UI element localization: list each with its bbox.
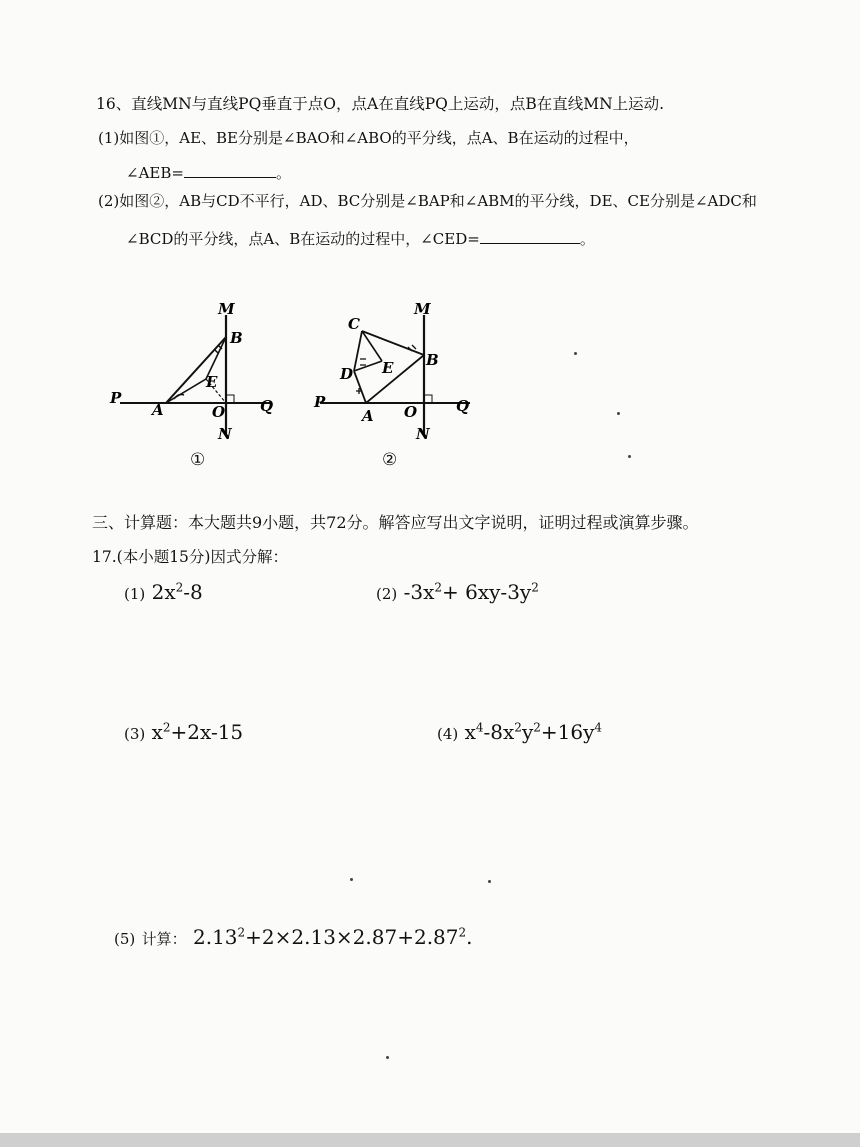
segment-ad xyxy=(354,371,366,403)
q17-problem-1: (1) $2x^2-8$ xyxy=(124,580,203,604)
q16-part1-answer-blank xyxy=(184,163,276,178)
page-bottom-edge xyxy=(0,1133,860,1147)
segment-de xyxy=(354,361,382,371)
figure-1 xyxy=(110,295,290,475)
point-label-q: Q xyxy=(456,397,470,415)
point-label-q: Q xyxy=(260,397,274,415)
scan-speck xyxy=(628,455,631,458)
figure-2-diagram xyxy=(310,295,490,475)
scan-speck xyxy=(574,352,577,355)
right-angle-mark xyxy=(424,395,432,403)
q16-part2-text-cont: ∠BCD的平分线，点A、B在运动的过程中，∠CED= xyxy=(126,230,480,248)
point-label-b: B xyxy=(426,351,439,369)
q16-part1-text: (1)如图①，AE、BE分别是∠BAO和∠ABO的平分线，点A、B在运动的过程中， xyxy=(98,129,639,147)
q16-part1-answer-prefix: ∠AEB= xyxy=(126,164,184,182)
point-label-p: P xyxy=(110,389,122,407)
scan-speck xyxy=(386,1056,389,1059)
point-label-b: B xyxy=(230,329,243,347)
point-label-o: O xyxy=(212,403,226,421)
scan-speck xyxy=(350,878,353,881)
figure-2 xyxy=(310,295,490,475)
point-label-n: N xyxy=(218,425,232,443)
q16-part2-answer-line xyxy=(126,228,595,249)
scan-speck xyxy=(488,880,491,883)
segment-ab xyxy=(366,355,424,403)
q17-problem-3: (3) $x^2+2x-15$ xyxy=(124,720,244,744)
q16-part2-answer-blank xyxy=(480,229,580,244)
angle-mark-d xyxy=(360,359,366,365)
point-label-m: M xyxy=(414,300,431,318)
point-label-m: M xyxy=(218,300,235,318)
figure-1-caption: ① xyxy=(190,450,206,470)
segment-ae xyxy=(166,379,206,403)
point-label-c: C xyxy=(348,315,360,333)
point-label-a: A xyxy=(362,407,374,425)
point-label-e: E xyxy=(206,373,218,391)
q17-problem-4: (4) $x^4-8x^2y^2+16y^4$ xyxy=(437,720,603,744)
point-label-d: D xyxy=(340,365,354,383)
q17-problem-2: (2) $-3x^2+ 6xy-3y^2$ xyxy=(376,580,539,604)
figure-1-diagram xyxy=(110,295,290,475)
q16-part2-text: (2)如图②，AB与CD不平行，AD、BC分别是∠BAP和∠ABM的平分线，DE、CE分别是∠ADC和 xyxy=(98,192,757,210)
point-label-n: N xyxy=(416,425,430,443)
q16-part2-answer-suffix: 。 xyxy=(579,230,595,248)
point-label-a: A xyxy=(152,401,164,419)
q16-part1-answer-line xyxy=(126,162,291,183)
scan-speck xyxy=(617,412,620,415)
point-label-o: O xyxy=(404,403,418,421)
q16-part1-answer-suffix: 。 xyxy=(275,164,291,182)
q17-title: 17.(本小题15分)因式分解： xyxy=(92,548,288,566)
point-label-p: P xyxy=(314,393,326,411)
right-angle-mark xyxy=(226,395,234,403)
q16-stem: 16、直线MN与直线PQ垂直于点O，点A在直线PQ上运动，点B在直线MN上运动. xyxy=(96,95,665,113)
point-label-e: E xyxy=(382,359,394,377)
q17-problem-5: (5) 计算： $2.13^2+2\times 2.13\times 2.87+2.87^2$. xyxy=(114,925,473,949)
angle-mark-a xyxy=(174,395,184,400)
section-3-heading: 三、计算题：本大题共9小题，共72分。解答应写出文字说明，证明过程或演算步骤。 xyxy=(92,513,699,532)
segment-cb xyxy=(362,331,424,355)
figure-2-caption: ② xyxy=(382,450,398,470)
